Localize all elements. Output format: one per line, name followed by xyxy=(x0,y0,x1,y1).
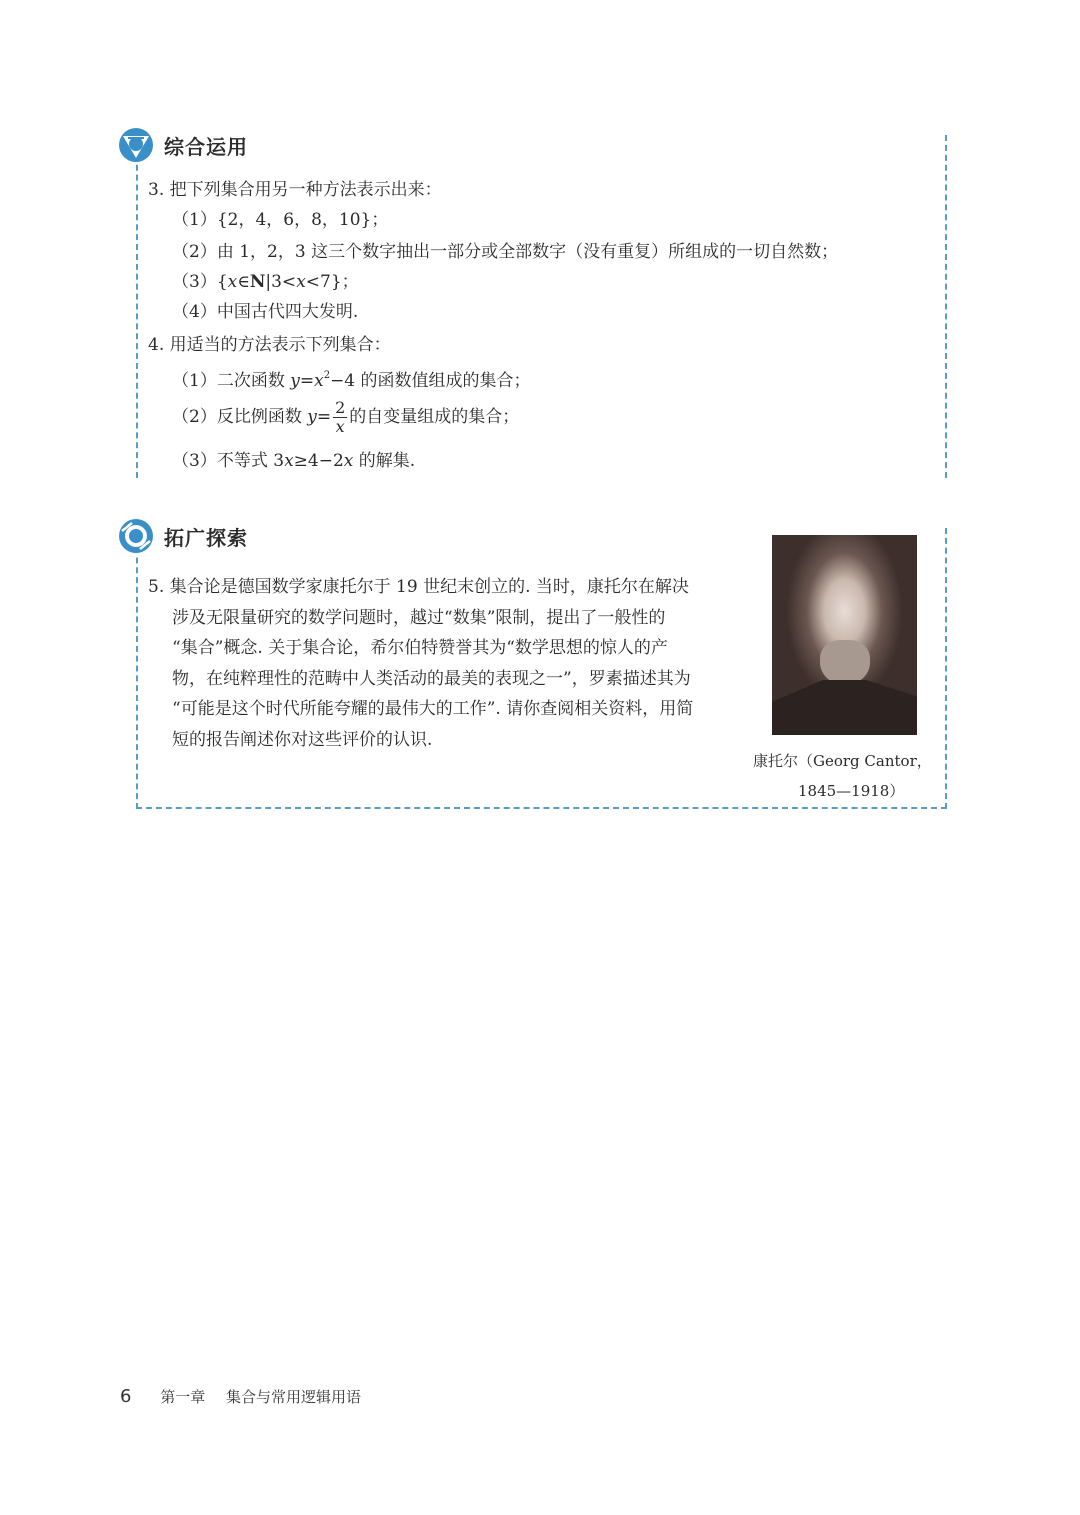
item-label: （3） xyxy=(172,451,217,471)
q4-item-2 xyxy=(172,398,519,436)
q5-line-5: “可能是这个时代所能夸耀的最伟大的工作”. 请你查阅相关资料，用简 xyxy=(172,699,694,719)
q5-line-4: 物，在纯粹理性的范畴中人类活动的最美的表现之一”，罗素描述其为 xyxy=(172,668,691,689)
portrait-caption-line1: 康托尔（Georg Cantor， xyxy=(753,752,932,770)
question-text: 用适当的方法表示下列集合： xyxy=(169,335,391,355)
math-op: |3< xyxy=(265,272,297,292)
item-text: 的函数值组成的集合； xyxy=(355,371,531,391)
item-label: （2） xyxy=(172,242,217,262)
math-var: x xyxy=(314,371,324,391)
question-3 xyxy=(148,179,442,201)
math-fraction xyxy=(333,399,347,436)
q4-item-1 xyxy=(172,365,531,392)
question-5 xyxy=(148,572,748,755)
math-var: y xyxy=(307,407,317,427)
math-var: x xyxy=(296,272,306,292)
math-set: N xyxy=(249,272,266,292)
math-brace: { xyxy=(216,272,228,292)
item-text: 的自变量组成的集合； xyxy=(349,407,520,427)
item-text: 的解集. xyxy=(353,451,416,471)
q3-item-4 xyxy=(172,301,358,323)
question-text: 集合论是德国数学家康托尔于 19 世纪末创立的. 当时，康托尔在解决 xyxy=(169,577,689,597)
math-var: x xyxy=(227,272,238,292)
item-text: 中国古代四大发明. xyxy=(216,302,359,322)
item-label: （2） xyxy=(172,407,217,427)
item-text: 反比例函数 xyxy=(216,407,308,427)
math-op: ≥4−2 xyxy=(293,451,344,471)
section-header-explore xyxy=(118,518,254,554)
q5-line-6: 短的报告阐述你对这些评价的认识. xyxy=(172,729,433,750)
math-op: ∈ xyxy=(237,272,250,292)
page-footer xyxy=(120,1386,361,1407)
fraction-numerator: 2 xyxy=(335,398,346,417)
math-var: y xyxy=(290,371,300,391)
item-text: 二次函数 xyxy=(216,371,291,391)
math-op: −4 xyxy=(330,371,356,391)
math-var: x xyxy=(284,451,294,471)
item-label: （1） xyxy=(172,210,217,230)
math-var: x xyxy=(343,451,354,471)
q3-item-1 xyxy=(172,209,388,231)
fraction-denominator: x xyxy=(335,417,345,436)
chapter-title: 集合与常用逻辑用语 xyxy=(226,1388,362,1406)
q3-item-2 xyxy=(172,241,838,263)
chapter-label: 第一章 xyxy=(160,1388,206,1406)
q4-item-3 xyxy=(172,450,415,472)
portrait-beard xyxy=(820,640,870,685)
q5-line-1 xyxy=(148,572,748,603)
math-op: = xyxy=(316,407,332,427)
portrait-coat xyxy=(772,680,917,735)
section-title: 拓广探索 xyxy=(164,525,248,550)
question-text: 把下列集合用另一种方法表示出来： xyxy=(169,180,442,200)
math-num: 3 xyxy=(273,451,285,471)
question-4 xyxy=(148,334,391,356)
item-label: （1） xyxy=(172,371,217,391)
q5-line-2: 涉及无限量研究的数学问题时，越过“数集”限制，提出了一般性的 xyxy=(172,607,666,628)
cantor-portrait xyxy=(772,535,917,735)
item-text: {2，4，6，8，10}； xyxy=(216,210,389,230)
math-op: <7}； xyxy=(305,272,359,292)
question-number: 5. xyxy=(148,577,165,597)
section-title: 综合运用 xyxy=(164,134,248,159)
q3-item-3 xyxy=(172,271,359,293)
triangle-circle-icon xyxy=(118,127,154,163)
math-exponent: 2 xyxy=(323,370,331,381)
math-op: = xyxy=(299,371,315,391)
page-number: 6 xyxy=(120,1386,132,1407)
item-text: 由 1，2，3 这三个数字抽出一部分或全部数字（没有重复）所组成的一切自然数； xyxy=(216,242,839,262)
item-label: （3） xyxy=(172,272,217,292)
q5-line-3: “集合”概念. 关于集合论，希尔伯特赞誉其为“数学思想的惊人的产 xyxy=(172,638,668,658)
section-header-comprehensive xyxy=(118,127,254,163)
item-text: 不等式 xyxy=(216,451,274,471)
item-label: （4） xyxy=(172,302,217,322)
ring-circle-icon xyxy=(118,518,154,554)
question-number: 4. xyxy=(148,335,165,355)
portrait-caption-line2: 1845—1918） xyxy=(798,782,905,800)
question-number: 3. xyxy=(148,180,165,200)
